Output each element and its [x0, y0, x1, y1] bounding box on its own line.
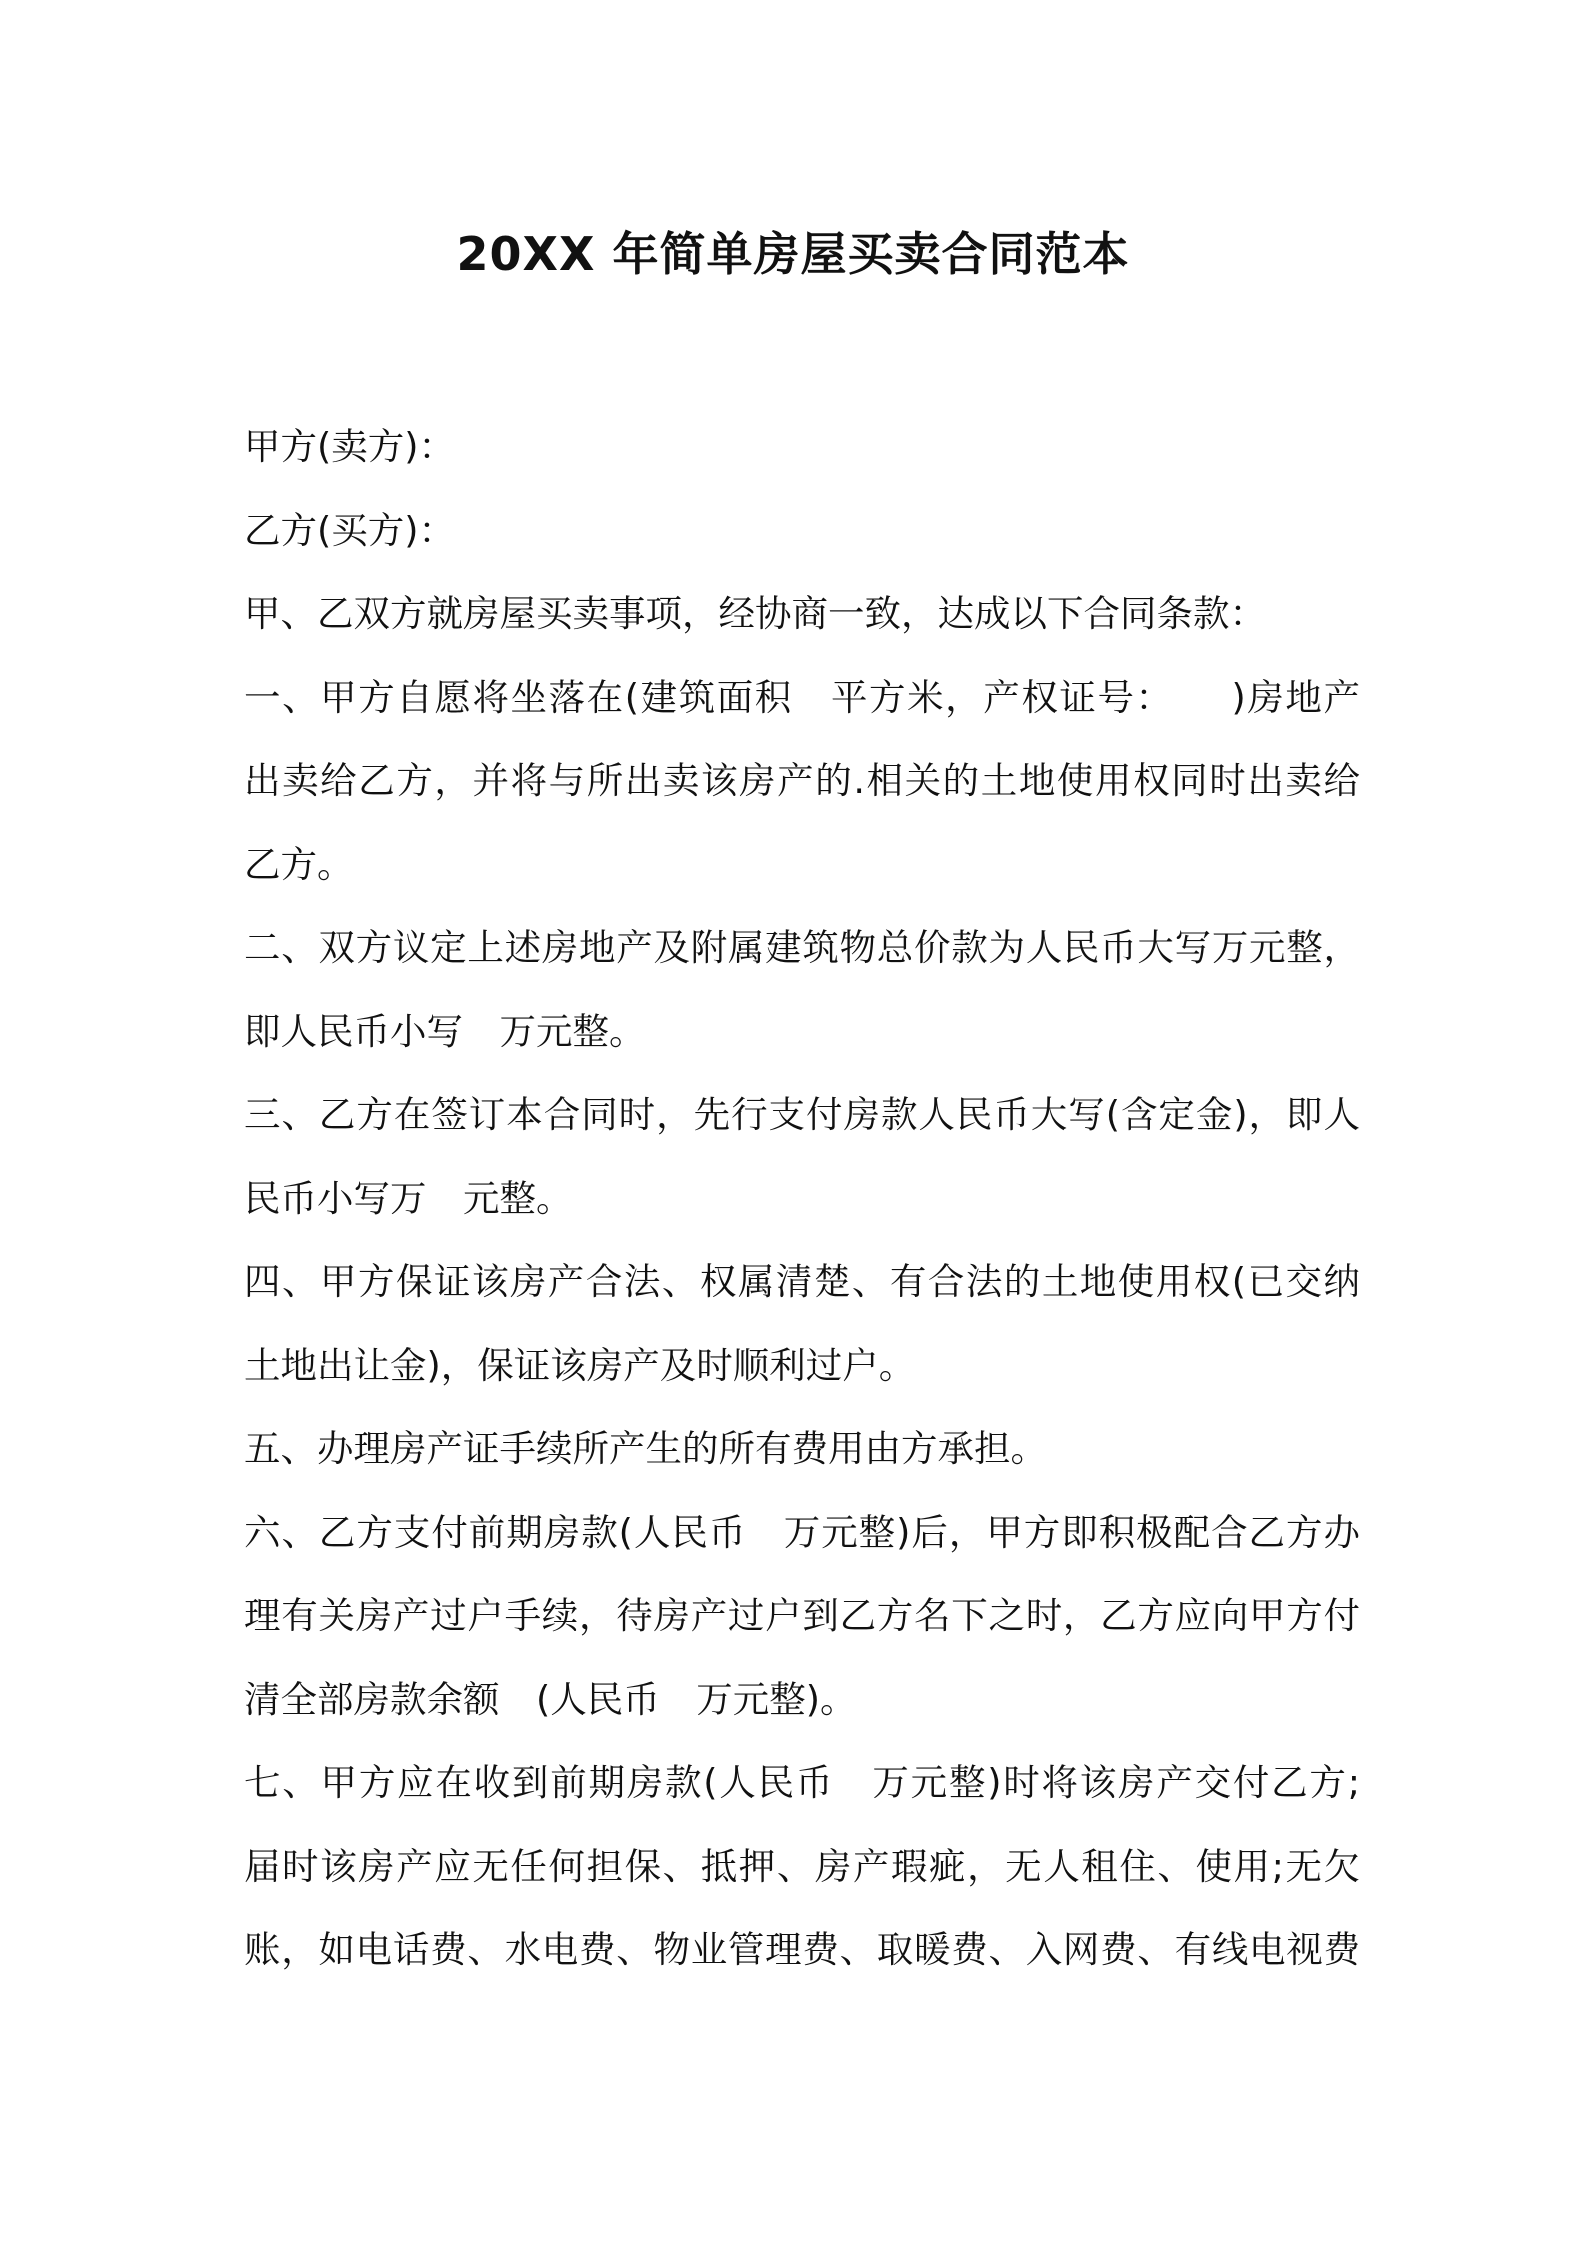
clause-5-line-1: 五、办理房产证手续所产生的所有费用由方承担。 [244, 1427, 1047, 1470]
clause-3-line-2: 民币小写万 元整。 [244, 1176, 573, 1220]
clause-1-line-1: 一、甲方自愿将坐落在(建筑面积 平方米，产权证号： )房地产 [244, 675, 1360, 719]
preamble-line: 甲、乙双方就房屋买卖事项，经协商一致，达成以下合同条款： [244, 592, 1266, 635]
document-title: 20XX 年简单房屋买卖合同范本 [456, 227, 1130, 281]
clause-7-line-3: 账，如电话费、水电费、物业管理费、取暖费、入网费、有线电视费 [244, 1928, 1360, 1971]
clause-2-line-1: 二、双方议定上述房地产及附属建筑物总价款为人民币大写万元整， [244, 926, 1360, 969]
document-body [244, 405, 1360, 1992]
clause-7-line-2: 届时该房产应无任何担保、抵押、房产瑕疵，无人租住、使用;无欠 [244, 1844, 1361, 1888]
clause-3-line-1: 三、乙方在签订本合同时，先行支付房款人民币大写(含定金)，即人 [244, 1093, 1360, 1136]
clause-4-line-2: 土地出让金)，保证该房产及时顺利过户。 [244, 1343, 916, 1387]
clause-4-line-1: 四、甲方保证该房产合法、权属清楚、有合法的土地使用权(已交纳 [244, 1260, 1360, 1303]
clause-1-line-3: 乙方。 [244, 842, 354, 886]
clause-2-line-2: 即人民币小写 万元整。 [244, 1009, 646, 1053]
clause-6-line-2: 理有关房产过户手续，待房产过户到乙方名下之时，乙方应向甲方付 [244, 1594, 1360, 1637]
clause-6-line-3: 清全部房款余额 (人民币 万元整)。 [244, 1677, 857, 1721]
party-b-line: 乙方(买方)： [244, 508, 455, 552]
clause-1-line-2: 出卖给乙方，并将与所出卖该房产的.相关的土地使用权同时出卖给 [244, 759, 1360, 802]
clause-6-line-1: 六、乙方支付前期房款(人民币 万元整)后，甲方即积极配合乙方办 [244, 1510, 1360, 1554]
party-a-line: 甲方(卖方)： [244, 425, 455, 468]
clause-7-line-1: 七、甲方应在收到前期房款(人民币 万元整)时将该房产交付乙方; [244, 1761, 1360, 1804]
